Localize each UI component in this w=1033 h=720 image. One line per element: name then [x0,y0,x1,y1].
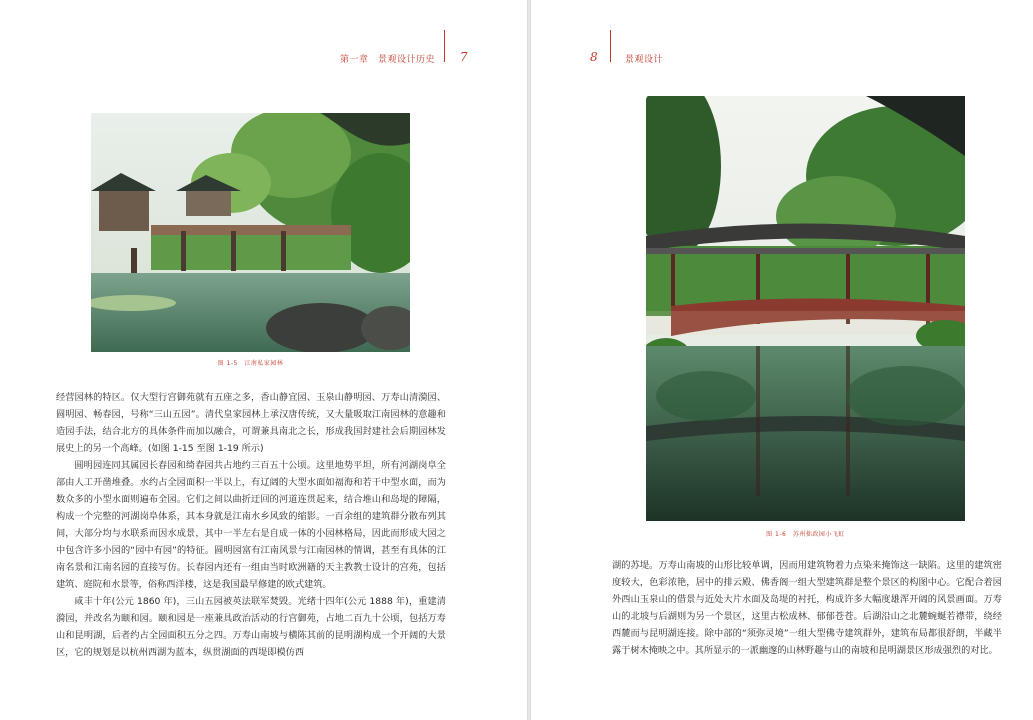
body-text-left [56,389,446,661]
figure-caption-right: 图 1-6 苏州拙政园小飞虹 [766,531,845,538]
paragraph: 湖的苏堤。万寿山南坡的山形比较单调，因而用建筑物着力点染来掩饰这一缺陷。这里的建筑密度较大，色彩浓艳，居中的排云殿、佛香阁一组大型建筑群是整个景区的构图中心。它配合着园外西山玉泉山的借景与近处大片水面及岛堤的衬托，构成许多大幅度雄浑开阔的风景画面。万寿山的北坡与后湖则为另一个景区，这里古松成林、郁郁苍苍。后湖沿山之北麓蜿蜒若襟带，绕经西麓而与昆明湖连接。除中部的“须弥灵境”一组大型佛寺建筑群外，建筑布局都很舒朗，半藏半露于树木掩映之中。其所显示的一派幽邃的山林野趣与山的南坡和昆明湖景区形成强烈的对比。 [612,560,1002,656]
paragraph: 经营园林的特区。仅大型行宫御苑就有五座之多，香山静宜园、玉泉山静明园、万寿山清漪园、圆明园、畅春园，号称“三山五园”。清代皇家园林上承汉唐传统，又大量吸取江南园林的意趣和造园手法，结合北方的具体条件而加以融合，可谓兼具南北之长，形成我国封建社会后期园林发展史上的另一个高峰。(如图 1-15 至图 1-19 所示) [56,392,446,454]
paragraph: 圆明园连同其属园长春园和绮春园共占地约三百五十公顷。这里地势平坦，所有河湖岗阜全部由人工开凿堆叠。水约占全园面积一半以上，有辽阔的大型水面如福海和若干中型水面，而为数众多的小型水面则遍布全园。它们之间以曲折迂回的河道连贯起来，结合堆山和岛堤的障隔，构成一个完整的河湖岗阜体系，其本身就是江南水乡风致的缩影。一百余组的建筑群分散布列其间，大部分均与水联系而因水成景，其中一半左右是自成一体的小园林格局，因此而形成大园之中包含许多小园的“园中有园”的特征。圆明园富有江南风景与江南园林的情调，甚至有具体的江南名景和江南名园的直接写仿。长春园内还有一组由当时欧洲籍的天主教教士设计的宫苑，包括建筑、庭院和水景等，俗称西洋楼，这是我国最早修建的欧式建筑。 [56,460,446,590]
header-rule-left [444,30,445,62]
figure-photo-covered-bridge [646,96,965,521]
running-head-left: 第一章 景观设计历史 [340,55,436,65]
header-rule-right [610,30,611,62]
body-text-right [612,557,1002,659]
page-number-right: 8 [590,50,598,64]
page-number-left: 7 [460,50,468,64]
figure-caption-left: 图 1-5 江南私家园林 [217,360,284,367]
running-head-right: 景观设计 [625,55,664,65]
right-page [531,0,1033,720]
paragraph: 咸丰十年(公元 1860 年)，三山五园被英法联军焚毁。光绪十四年(公元 1888 年)，重建清漪园，并改名为颐和园。颐和园是一座兼具政治活动的行宫御苑，占地二百九十公顷，包括万寿山和昆明湖，后者约占全园面积五分之四。万寿山南坡与横陈其前的昆明湖构成一个开阔的大景区，它的规划是以杭州西湖为蓝本，纵贯湖面的西堤即模仿西 [56,596,446,658]
figure-photo-garden-pond [91,113,410,352]
